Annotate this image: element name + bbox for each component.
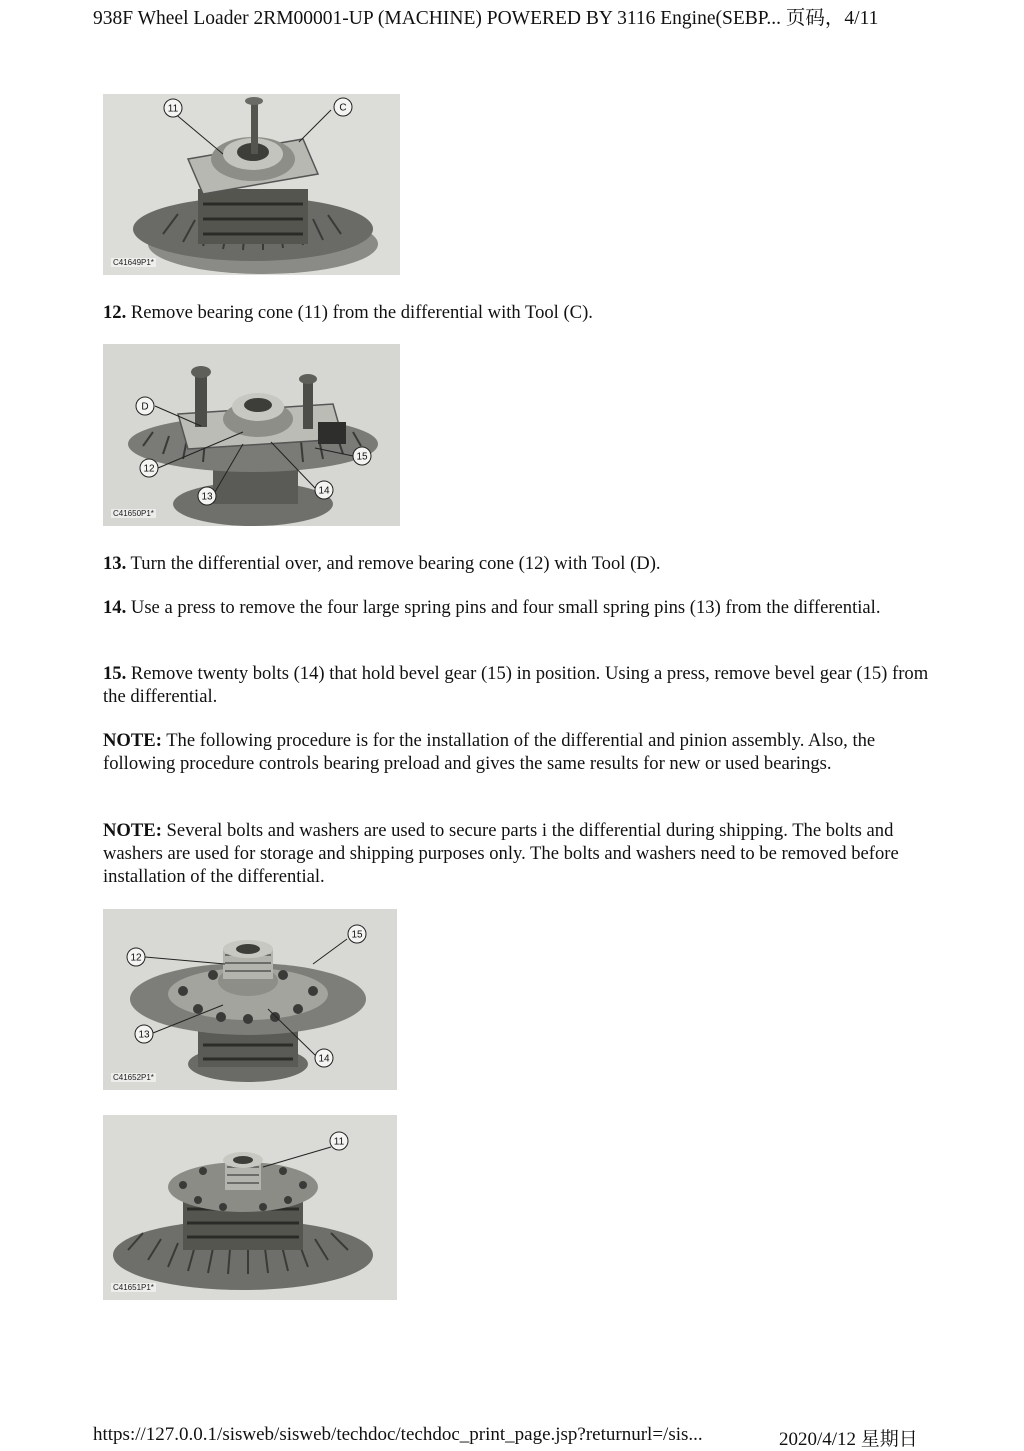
callout-label: 12 xyxy=(143,463,155,475)
differential-photo-3 xyxy=(103,909,397,1090)
callout-label: D xyxy=(141,401,149,413)
step-number: 13. xyxy=(103,553,127,574)
footer-url: https://127.0.0.1/sisweb/sisweb/techdoc/techdoc_print_page.jsp?returnurl=/sis... xyxy=(93,1424,703,1445)
note-text: The following procedure is for the installation of the differential and pinion assembly. Also, the following procedure controls bearing preload and gives the same results for new or used bearings. xyxy=(103,730,876,774)
step-number: 12. xyxy=(103,302,127,323)
callout-label: 13 xyxy=(138,1029,150,1041)
step-number: 15. xyxy=(103,663,127,684)
note-text: Several bolts and washers are used to secure parts i the differential during shipping. The bolts and washers are used for storage and shipping purposes only. The bolts and washers need to be removed before installation of the differential. xyxy=(103,820,899,887)
callout-label: C xyxy=(339,102,347,114)
differential-photo-2 xyxy=(103,344,400,526)
figure-code: C41652P1* xyxy=(113,1073,154,1082)
callout-label: 14 xyxy=(318,1053,330,1065)
figure-bearing-cone-11-installed xyxy=(103,1115,397,1300)
figure-code: C41651P1* xyxy=(113,1283,154,1292)
note-label: NOTE: xyxy=(103,730,162,751)
step-text: Use a press to remove the four large spring pins and four small spring pins (13) from the differential. xyxy=(126,597,881,618)
callout-label: 13 xyxy=(201,491,213,503)
page-header-title: 938F Wheel Loader 2RM00001-UP (MACHINE) POWERED BY 3116 Engine(SEBP... 页码，4/11 xyxy=(93,8,879,29)
step-text: Turn the differential over, and remove bearing cone (12) with Tool (D). xyxy=(126,553,661,574)
callout-label: 15 xyxy=(356,451,368,463)
step-14 xyxy=(103,596,933,619)
step-13 xyxy=(103,552,933,575)
callout-label: 15 xyxy=(351,929,363,941)
note-label: NOTE: xyxy=(103,820,162,841)
callout-label: 12 xyxy=(130,952,142,964)
callout-label: 11 xyxy=(333,1136,345,1148)
step-text: Remove twenty bolts (14) that hold bevel gear (15) in position. Using a press, remove bevel gear (15) from the differential. xyxy=(103,663,929,707)
footer-date: 2020/4/12 星期日 xyxy=(779,1429,918,1450)
step-text: Remove bearing cone (11) from the differential with Tool (C). xyxy=(126,302,593,323)
step-15 xyxy=(103,662,933,708)
step-12 xyxy=(103,301,933,324)
note-installation xyxy=(103,729,933,775)
callout-label: 11 xyxy=(167,103,179,115)
step-number: 14. xyxy=(103,597,127,618)
figure-differential-bevel-gear xyxy=(103,909,397,1090)
figure-code: C41650P1* xyxy=(113,509,154,518)
figure-code: C41649P1* xyxy=(113,258,154,267)
differential-photo-1 xyxy=(103,94,400,275)
note-shipping-bolts xyxy=(103,819,933,888)
figure-bearing-cone-12-tool-d xyxy=(103,344,400,526)
figure-bearing-cone-11-tool-c xyxy=(103,94,400,275)
callout-label: 14 xyxy=(318,485,330,497)
differential-photo-4 xyxy=(103,1115,397,1300)
